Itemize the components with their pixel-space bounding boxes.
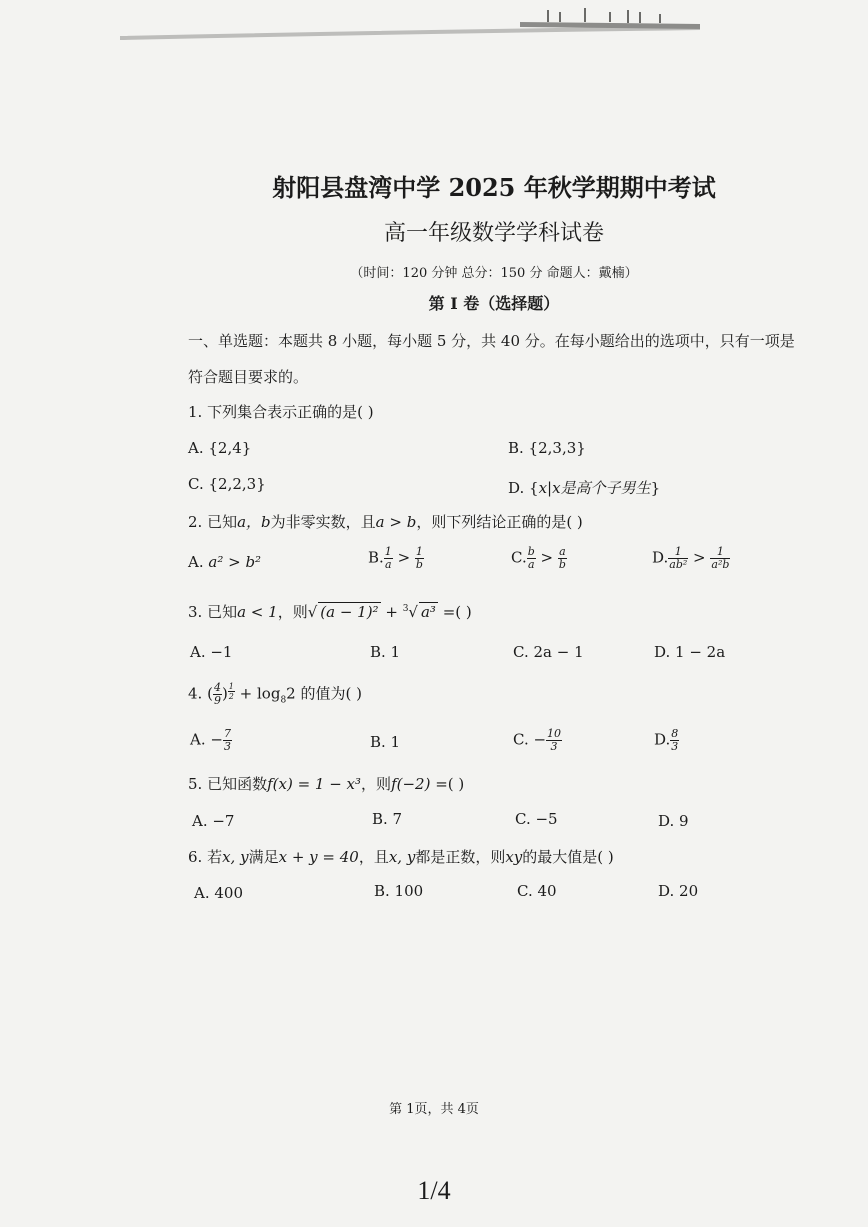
question-2-option-a: A. a² > b² [188,553,262,571]
question-6-option-d: D. 20 [658,882,699,900]
question-2-stem: 2. 已知a，b为非零实数，且a > b，则下列结论正确的是( ) [188,513,583,531]
question-5-stem: 5. 已知函数f(x) = 1 − x³，则f(−2) =( ) [188,775,465,793]
question-2-option-b: B. $\frac{1}{a}$ > $\frac{1}{b}$ [368,545,423,571]
scan-edge-artifact [0,0,868,60]
question-1-option-c: C. {2,2,3} [188,475,266,493]
question-3-option-a: A. −1 [190,643,233,661]
question-1-option-b: B. {2,3,3} [508,439,586,457]
volume-heading: 第 I 卷（选择题） [428,294,560,313]
question-1-stem: 1. 下列集合表示正确的是( ) [188,403,374,421]
section-instructions-line1: 一、单选题：本题共 8 小题，每小题 5 分，共 40 分。在每小题给出的选项中，只有一项是 [188,332,795,350]
question-4-option-a: A. − $\frac{7}{3}$ [190,727,231,753]
question-4-stem: 4. ( $\frac{4}{9}$ ) $^{\frac{1}{2}}$ + $\log_82$ 的值为( ) [188,681,362,707]
question-5-option-a: A. −7 [192,812,235,830]
question-3-option-d: D. 1 − 2a [654,643,726,661]
exam-title: 射阳县盘湾中学 2025 年秋学期期中考试 [272,173,716,202]
question-2-option-c: C. $\frac{b}{a}$ > $\frac{a}{b}$ [511,545,566,571]
question-5-option-b: B. 7 [372,810,403,828]
question-5-option-c: C. −5 [515,810,558,828]
question-2-option-d: D. $\frac{1}{\text{ab²}}$ > $\frac{1}{\text{a²b}}$ [652,545,730,571]
question-3-stem: 3. 已知a < 1，则√ (a − 1)² + $^3$√ a³ =( ) [188,603,472,621]
question-6-stem: 6. 若x, y满足x + y = 40，且x, y都是正数，则xy的最大值是( ) [188,848,614,866]
question-4-option-d: D. $\frac{8}{3}$ [654,727,679,753]
question-6-option-b: B. 100 [374,882,424,900]
exam-subtitle: 高一年级数学学科试卷 [383,221,604,246]
question-1-option-d: D. {x|x是高个子男生} [508,479,661,497]
question-4-option-b: B. 1 [370,733,401,751]
section-instructions-line2: 符合题目要求的。 [188,368,309,386]
question-3-option-c: C. 2a − 1 [513,643,584,661]
question-6-option-a: A. 400 [194,884,243,902]
question-1-option-a: A. {2,4} [188,439,252,457]
page-fraction: 1/4 [417,1176,451,1205]
exam-meta: （时间：120 分钟 总分：150 分 命题人：戴楠） [350,266,638,281]
question-6-option-c: C. 40 [517,882,557,900]
question-5-option-d: D. 9 [658,812,689,830]
question-3-option-b: B. 1 [370,643,401,661]
page-footer: 第 1页，共 4页 [389,1102,479,1117]
question-4-option-c: C. − $\frac{10}{3}$ [513,727,562,753]
